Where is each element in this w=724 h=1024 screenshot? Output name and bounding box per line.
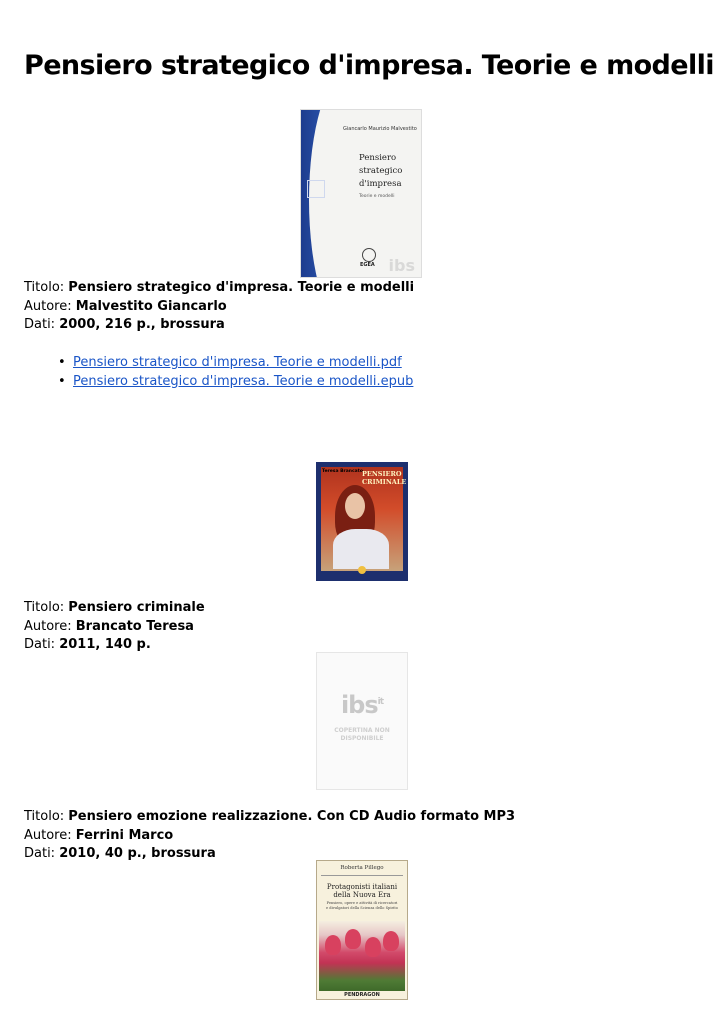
ibs-logo: ibs$^{it}$ <box>340 691 384 719</box>
book-title: Pensiero strategico d'impresa. Teorie e modelli <box>68 280 415 295</box>
book-details <box>24 808 515 864</box>
list-item <box>58 373 413 392</box>
book-cover-image <box>316 462 408 581</box>
book-title: Pensiero criminale <box>68 600 205 615</box>
book-data-row: Dati: 2011, 140 p. <box>24 637 151 652</box>
book-title-row: Titolo: Pensiero emozione realizzazione. Con CD Audio formato MP3 <box>24 809 516 824</box>
publisher-logo-icon <box>358 566 366 574</box>
book-title: Pensiero emozione realizzazione. Con CD Audio formato MP3 <box>68 809 516 824</box>
epub-download-link[interactable]: Pensiero strategico d'impresa. Teorie e modelli.epub <box>73 373 414 389</box>
cover-unavailable-text: COPERTINA NON DISPONIBILE <box>334 727 390 742</box>
cover-placeholder-image <box>316 652 408 790</box>
book-author-row: Autore: Ferrini Marco <box>24 827 174 843</box>
book-data: 2000, 216 p., brossura <box>59 317 225 332</box>
page-title: Pensiero strategico d'impresa. Teorie e modelli <box>24 50 714 81</box>
book-cover-image <box>300 109 422 278</box>
book-author-row: Autore: Brancato Teresa <box>24 618 194 634</box>
cover-title: PENSIERO CRIMINALE <box>362 470 407 486</box>
book-author: Brancato Teresa <box>75 618 194 634</box>
book-details <box>24 599 205 655</box>
list-item <box>58 354 413 373</box>
bullet-icon: • <box>58 373 66 389</box>
bullet-icon: • <box>58 355 66 370</box>
book-cover-image <box>316 860 408 1000</box>
book-author: Malvestito Giancarlo <box>75 298 227 314</box>
cover-author: Teresa Brancato <box>322 469 363 474</box>
cover-title: Pensiero strategico d'impresa <box>359 153 403 189</box>
book-title-row: Titolo: Pensiero criminale <box>24 600 205 615</box>
cover-subtitle: Teorie e modelli <box>359 194 395 199</box>
cover-illustration <box>319 921 405 991</box>
divider <box>321 875 403 876</box>
book-details <box>24 279 414 335</box>
download-links <box>58 354 413 391</box>
pdf-download-link[interactable]: Pensiero strategico d'impresa. Teorie e modelli.pdf <box>73 355 402 370</box>
cover-author: Roberta Pillego <box>340 865 384 871</box>
cover-title: Protagonisti italiani della Nuova Era <box>326 883 398 899</box>
cover-publisher: PENDRAGON <box>344 992 380 998</box>
book-data: 2010, 40 p., brossura <box>59 846 216 861</box>
book-data-row: Dati: 2000, 216 p., brossura <box>24 317 225 332</box>
cover-watermark: ibs <box>388 256 415 275</box>
book-author-row: Autore: Malvestito Giancarlo <box>24 298 227 314</box>
book-data-row: Dati: 2010, 40 p., brossura <box>24 846 216 861</box>
cover-publisher: EGEA <box>360 262 375 268</box>
cover-subtitle: Pensiero, opere e attività di ricercatori e divulgatori della Scienza dello Spirito <box>326 901 398 910</box>
series-logo-icon <box>307 180 325 198</box>
book-title-row: Titolo: Pensiero strategico d'impresa. Teorie e modelli <box>24 280 415 295</box>
book-data: 2011, 140 p. <box>59 637 151 652</box>
publisher-logo-icon <box>362 248 376 262</box>
cover-author: Giancarlo Maurizio Malvestito <box>343 126 417 132</box>
book-author: Ferrini Marco <box>75 827 174 843</box>
